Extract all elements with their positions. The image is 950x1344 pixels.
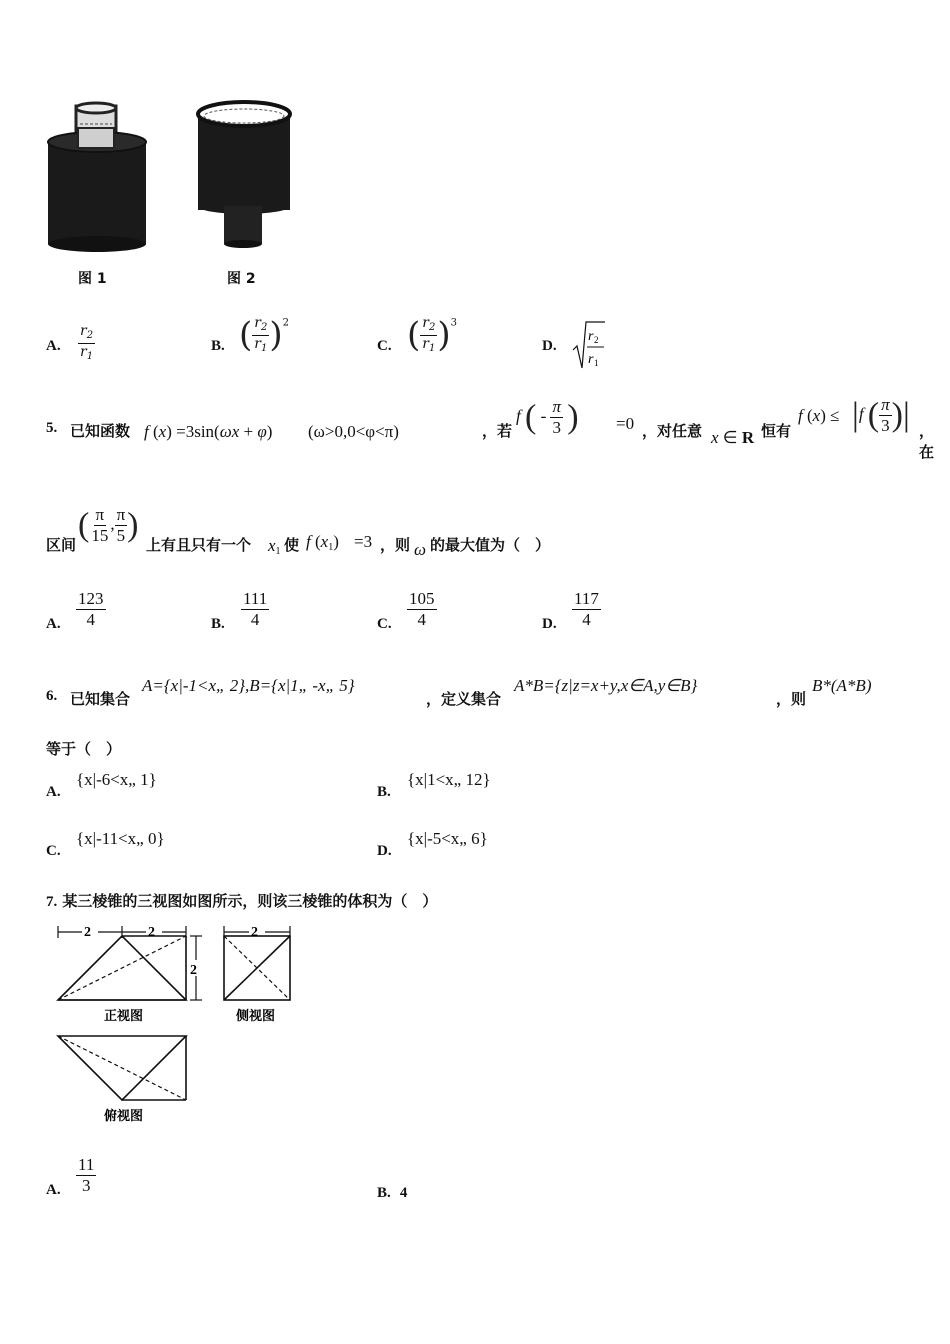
front-width-label-right: 2: [148, 925, 155, 940]
sqrt-icon: [572, 316, 606, 370]
question-number: 6.: [46, 688, 58, 704]
figure-1-cylinder: [48, 103, 146, 252]
front-view: [58, 926, 202, 1000]
power: 2: [282, 317, 289, 329]
question-6-line-2: 等于（ ）: [46, 740, 122, 758]
cup-figures: [40, 98, 300, 258]
question-number: 5.: [46, 420, 58, 436]
svg-text:1: 1: [594, 358, 599, 368]
question-6-line-1: 6. 已知集合 A={x|-1<x„ 2},B={x|1„ -x„ 5} ，定义集合 A*B={z|z=x+y,x∈A,y∈B} ，则 B*(A*B): [46, 676, 872, 708]
question-5-line-2: 区间 ( $\frac{\pi}{15}$ , $\frac{\pi}{5}$ ) 上有且只有一个 $x_1$ 使 f $(x_1)$ =3 ，则 ω 的最大值为（ ）: [46, 505, 551, 559]
figure-2-caption: 图 2: [227, 271, 256, 287]
f-minus-pi-over-3: f ( - $\frac{\pi}{3}$ ): [516, 397, 579, 437]
three-view-diagram: [46, 918, 306, 1126]
front-height-label: 2: [190, 963, 197, 978]
front-width-label-left: 2: [84, 925, 91, 940]
figure-1-caption: 图 1: [78, 271, 107, 287]
side-view-caption: 侧视图: [236, 1009, 276, 1024]
interval: ( $\frac{\pi}{15}$ , $\frac{\pi}{5}$ ): [78, 505, 139, 545]
option-fraction: $\frac{r_2}{r_1}$: [80, 323, 94, 362]
target-expression: B*(A*B): [812, 676, 872, 695]
question-text: 某三棱锥的三视图如图所示，则该三棱锥的体积为（ ）: [62, 892, 438, 910]
svg-text:2: 2: [594, 335, 599, 345]
function-definition: f (x) =3sin(ωx + φ): [144, 422, 273, 441]
abs-f-pi-over-3: |f ( $\frac{\pi}{3}$ )|: [852, 395, 910, 435]
sqrt-expression: [572, 316, 606, 370]
top-view: [58, 1036, 186, 1100]
svg-text:r: r: [588, 329, 594, 344]
option-label: A.: [46, 338, 61, 354]
figure-2-cylinder: [198, 102, 290, 248]
option-label: C.: [377, 338, 392, 354]
option-label: D.: [542, 338, 557, 354]
set-a-b-definition: A={x|-1<x„ 2},B={x|1„ -x„ 5}: [142, 676, 355, 695]
q7-option-b[interactable]: B. 4: [377, 1185, 408, 1201]
question-number: 7.: [46, 894, 58, 910]
side-width-label: 2: [251, 925, 258, 940]
power: 3: [450, 317, 457, 329]
function-condition: (ω>0,0<φ<π): [308, 422, 399, 441]
set-operation-definition: A*B={z|z=x+y,x∈A,y∈B}: [514, 676, 698, 695]
top-view-caption: 俯视图: [104, 1109, 144, 1124]
svg-text:r: r: [588, 352, 594, 367]
question-7: [46, 890, 437, 911]
front-view-caption: 正视图: [104, 1009, 144, 1024]
option-label: B.: [211, 338, 225, 354]
question-5-line-1: 5. 已知函数 f (x) =3sin(ωx + φ) (ω>0,0<φ<π) ，若 f ( - $\frac{\pi}{3}$ ) =0 ，对任意 x ∈ R 恒有 f (x) ≤ |f ( $\frac{\pi}{3}$ )| ，在: [46, 395, 935, 461]
